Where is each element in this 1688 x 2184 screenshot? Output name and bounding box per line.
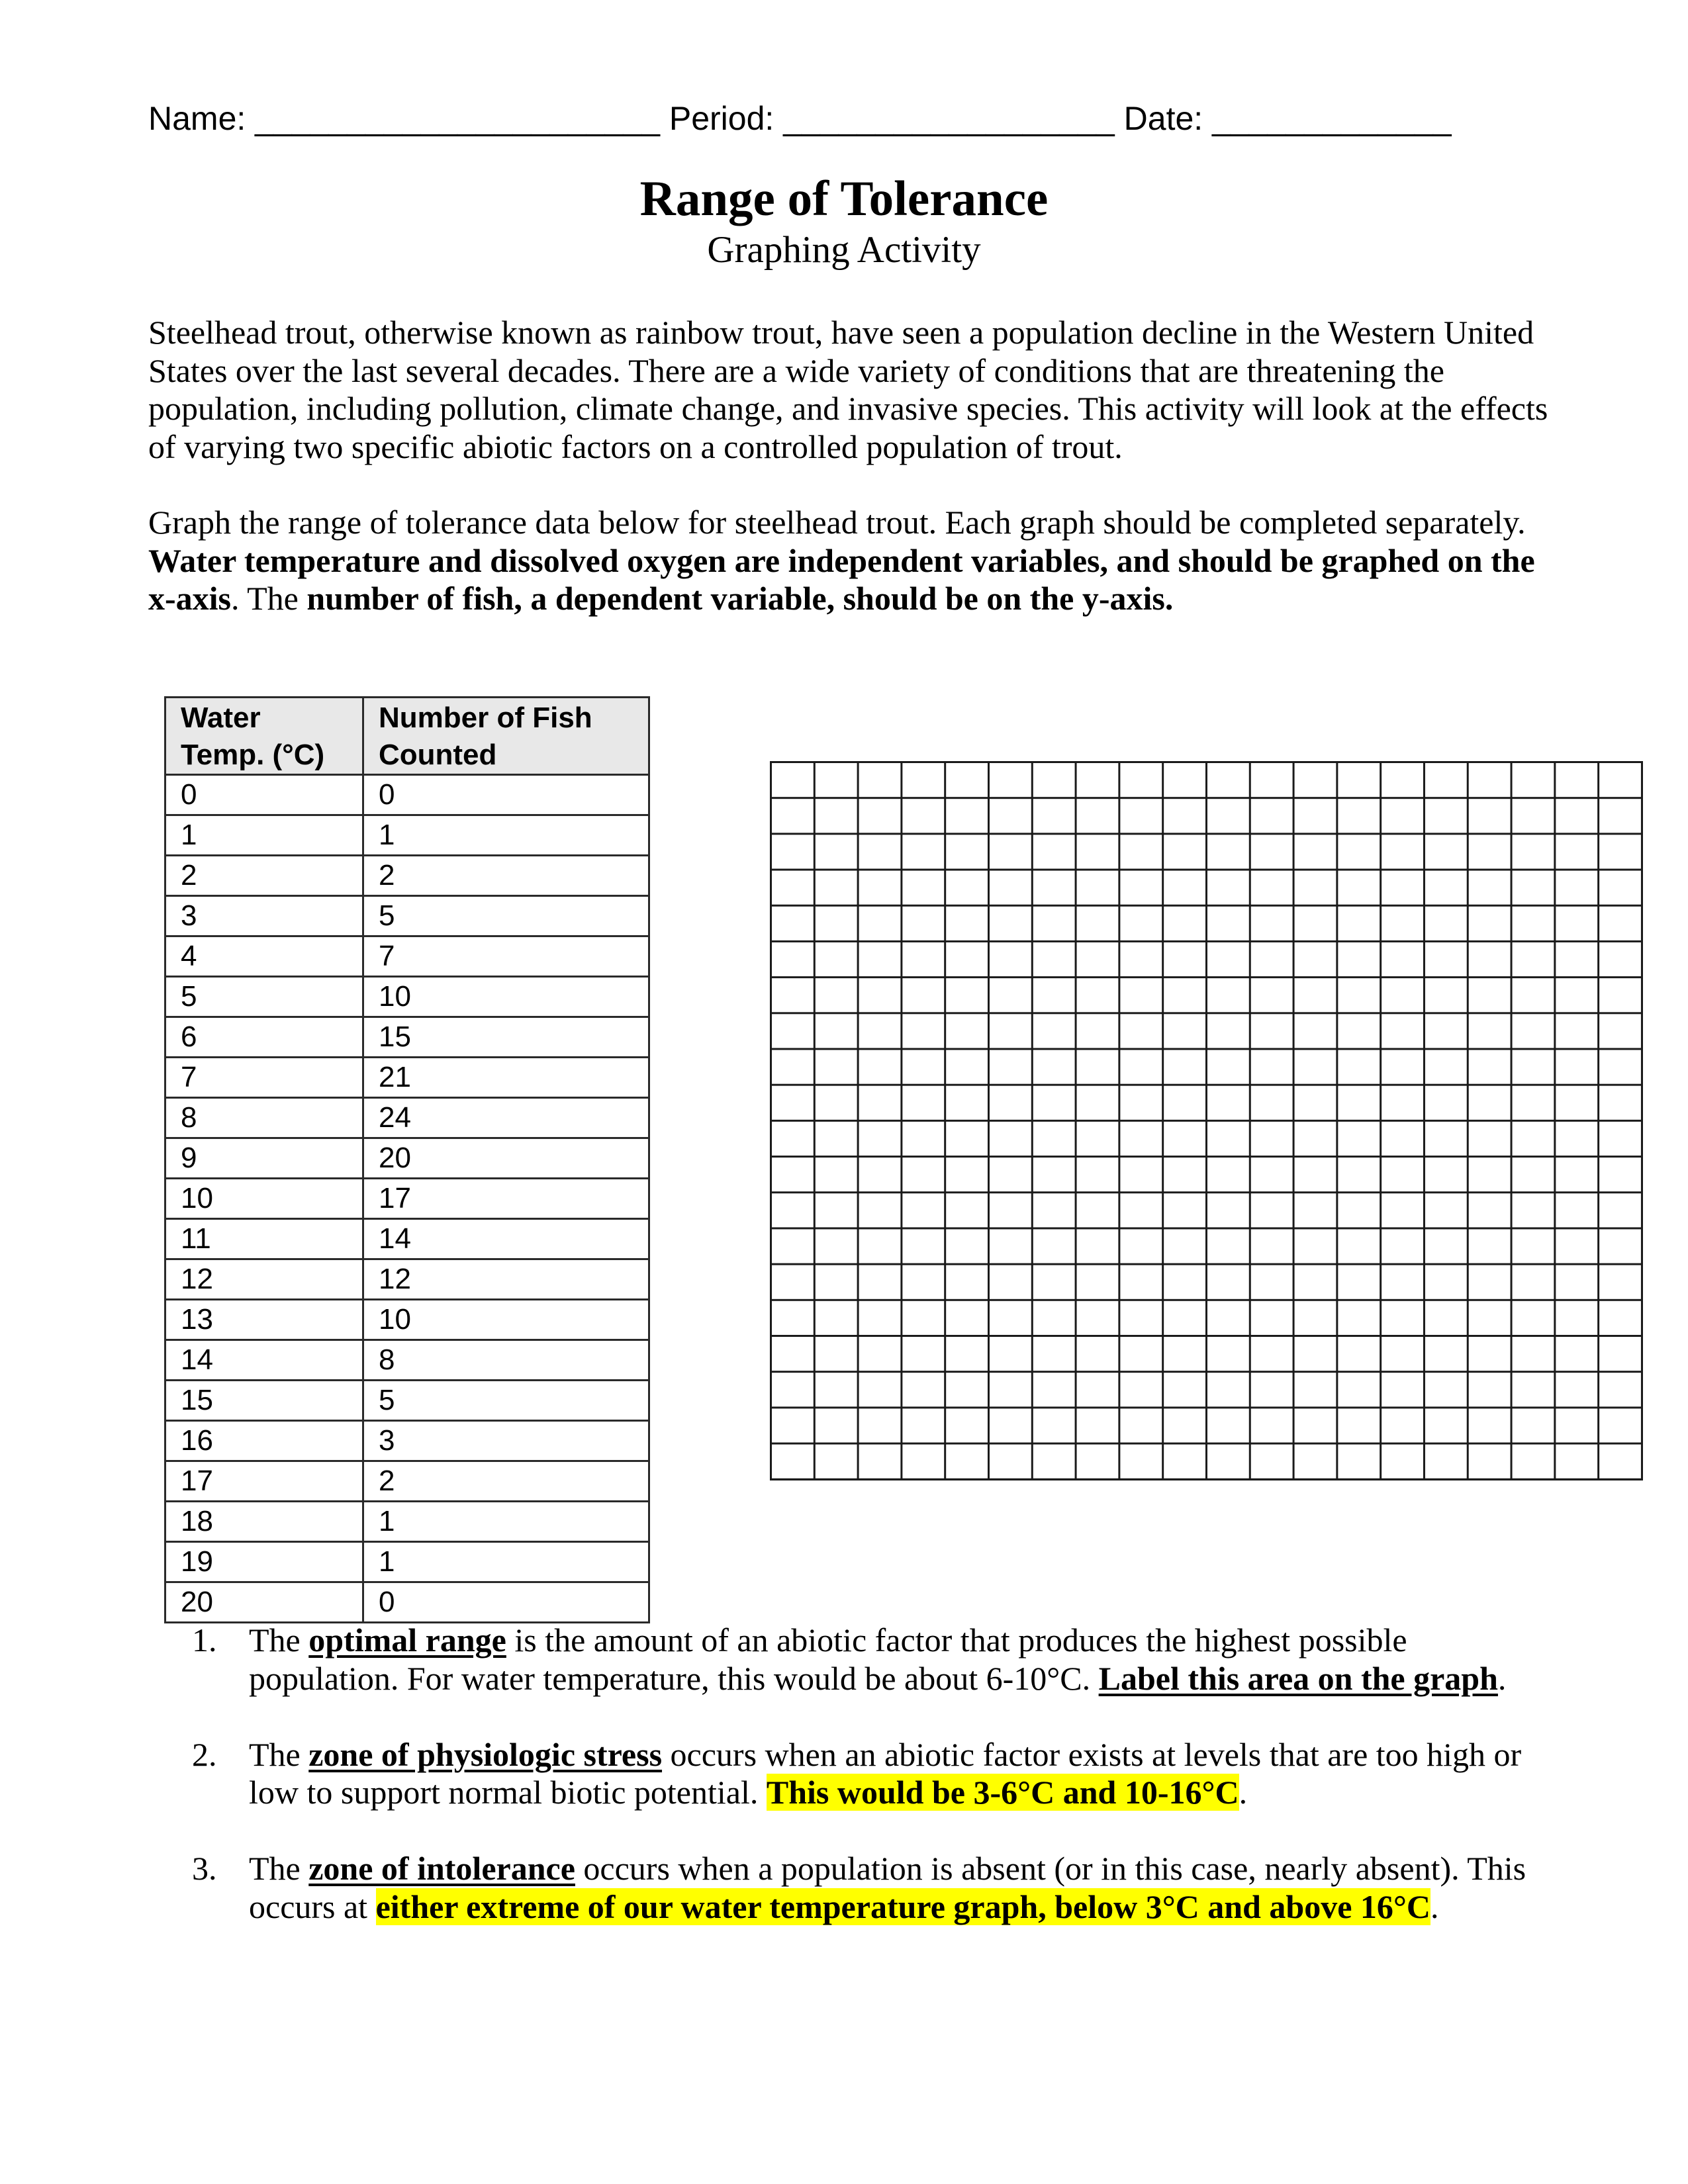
cell-fish-count: 12 bbox=[363, 1259, 649, 1300]
cell-fish-count: 1 bbox=[363, 1542, 649, 1582]
date-field[interactable]: _____________ bbox=[1212, 100, 1452, 137]
table-row bbox=[165, 1340, 649, 1381]
table-row bbox=[165, 1502, 649, 1542]
instructions-text-2: . The bbox=[231, 580, 307, 617]
table-row bbox=[165, 936, 649, 977]
cell-fish-count: 1 bbox=[363, 1502, 649, 1542]
table-row bbox=[165, 856, 649, 896]
cell-water-temp: 8 bbox=[165, 1098, 363, 1138]
highlighted-answer: either extreme of our water temperature graph, below 3°C and above 16°C bbox=[375, 1888, 1431, 1925]
cell-water-temp: 4 bbox=[165, 936, 363, 977]
table-row bbox=[165, 1542, 649, 1582]
cell-water-temp: 7 bbox=[165, 1058, 363, 1098]
cell-fish-count: 3 bbox=[363, 1421, 649, 1461]
cell-fish-count: 8 bbox=[363, 1340, 649, 1381]
instructions-text: Graph the range of tolerance data below for steelhead trout. Each graph should be completed separately. bbox=[148, 504, 1526, 541]
cell-water-temp: 2 bbox=[165, 856, 363, 896]
cell-water-temp: 0 bbox=[165, 775, 363, 815]
cell-fish-count: 0 bbox=[363, 775, 649, 815]
cell-water-temp: 1 bbox=[165, 815, 363, 856]
instructions-independent-variable: Water temperature and dissolved oxygen are independent variables, and should be graphed on the x-axis bbox=[148, 541, 1535, 617]
cell-water-temp: 6 bbox=[165, 1017, 363, 1058]
cell-fish-count: 7 bbox=[363, 936, 649, 977]
cell-fish-count: 14 bbox=[363, 1219, 649, 1259]
period-label: Period: bbox=[669, 100, 774, 137]
cell-water-temp: 12 bbox=[165, 1259, 363, 1300]
term-zone-intolerance: zone of intolerance bbox=[308, 1850, 575, 1887]
cell-fish-count: 24 bbox=[363, 1098, 649, 1138]
cell-water-temp: 19 bbox=[165, 1542, 363, 1582]
cell-fish-count: 10 bbox=[363, 1300, 649, 1340]
date-label: Date: bbox=[1123, 100, 1203, 137]
table-row bbox=[165, 977, 649, 1017]
question-number: 3. bbox=[192, 1850, 217, 1887]
cell-water-temp: 3 bbox=[165, 896, 363, 936]
cell-water-temp: 5 bbox=[165, 977, 363, 1017]
table-body bbox=[165, 775, 649, 1623]
cell-fish-count: 5 bbox=[363, 1381, 649, 1421]
table-row bbox=[165, 1461, 649, 1502]
cell-water-temp: 10 bbox=[165, 1179, 363, 1219]
student-info-header bbox=[148, 99, 1452, 138]
table-row bbox=[165, 1300, 649, 1340]
table-row bbox=[165, 1421, 649, 1461]
cell-fish-count: 15 bbox=[363, 1017, 649, 1058]
name-label: Name: bbox=[148, 100, 246, 137]
table-row bbox=[165, 896, 649, 936]
data-table bbox=[164, 696, 650, 1623]
question-2: 2. The zone of physiologic stress occurs when an abiotic factor exists at levels that are too high or low to support normal biotic potential. This would be 3-6°C and 10-16°C. bbox=[192, 1735, 1522, 1811]
cell-water-temp: 16 bbox=[165, 1421, 363, 1461]
cell-water-temp: 17 bbox=[165, 1461, 363, 1502]
instructions-dependent-variable: number of fish, a dependent variable, should be on the y-axis. bbox=[306, 580, 1174, 617]
table-row bbox=[165, 1017, 649, 1058]
table-row bbox=[165, 815, 649, 856]
page-title: Range of Tolerance bbox=[639, 171, 1049, 226]
term-optimal-range: optimal range bbox=[308, 1621, 506, 1659]
cell-fish-count: 20 bbox=[363, 1138, 649, 1179]
cell-fish-count: 2 bbox=[363, 1461, 649, 1502]
instructions-paragraph bbox=[148, 504, 1552, 618]
cell-fish-count: 5 bbox=[363, 896, 649, 936]
table-row bbox=[165, 1098, 649, 1138]
table-row bbox=[165, 775, 649, 815]
graph-grid[interactable] bbox=[770, 761, 1643, 1480]
label-instruction: Label this area on the graph bbox=[1098, 1659, 1498, 1697]
cell-fish-count: 10 bbox=[363, 977, 649, 1017]
cell-water-temp: 11 bbox=[165, 1219, 363, 1259]
table-row bbox=[165, 1219, 649, 1259]
cell-water-temp: 15 bbox=[165, 1381, 363, 1421]
name-field[interactable]: ______________________ bbox=[255, 100, 660, 137]
page-subtitle: Graphing Activity bbox=[707, 229, 981, 271]
cell-water-temp: 13 bbox=[165, 1300, 363, 1340]
cell-fish-count: 17 bbox=[363, 1179, 649, 1219]
cell-water-temp: 20 bbox=[165, 1582, 363, 1623]
cell-water-temp: 14 bbox=[165, 1340, 363, 1381]
question-number: 2. bbox=[192, 1735, 217, 1773]
questions-list bbox=[192, 1621, 1556, 1964]
intro-paragraph: Steelhead trout, otherwise known as rainbow trout, have seen a population decline in the Western United States over the last several decades. There are a wide variety of conditions that are threatening the population, including pollution, climate change, and invasive species. This activity will look at the effects of varying two specific abiotic factors on a controlled population of trout. bbox=[148, 314, 1548, 465]
table-row bbox=[165, 1058, 649, 1098]
table-row bbox=[165, 1582, 649, 1623]
table-row bbox=[165, 1138, 649, 1179]
cell-fish-count: 21 bbox=[363, 1058, 649, 1098]
highlighted-answer: This would be 3-6°C and 10-16°C bbox=[766, 1774, 1239, 1811]
cell-water-temp: 18 bbox=[165, 1502, 363, 1542]
question-number: 1. bbox=[192, 1621, 217, 1659]
cell-water-temp: 9 bbox=[165, 1138, 363, 1179]
table-row bbox=[165, 1179, 649, 1219]
table-row bbox=[165, 1259, 649, 1300]
cell-fish-count: 1 bbox=[363, 815, 649, 856]
cell-fish-count: 0 bbox=[363, 1582, 649, 1623]
term-zone-physiologic-stress: zone of physiologic stress bbox=[308, 1735, 663, 1773]
period-field[interactable]: __________________ bbox=[783, 100, 1115, 137]
question-1: 1. The optimal range is the amount of an abiotic factor that produces the highest possible population. For water temperature, this would be about 6-10°C. Label this area on the graph. bbox=[192, 1621, 1507, 1697]
column-header-fish-count: Number of Fish Counted bbox=[363, 698, 649, 775]
table-row bbox=[165, 1381, 649, 1421]
cell-fish-count: 2 bbox=[363, 856, 649, 896]
table-header-row bbox=[165, 698, 649, 775]
column-header-water-temp: Water Temp. (°C) bbox=[165, 698, 363, 775]
question-3: 3. The zone of intolerance occurs when a population is absent (or in this case, nearly absent). This occurs at either extreme of our water temperature graph, below 3°C and above 16°C. bbox=[192, 1850, 1526, 1925]
